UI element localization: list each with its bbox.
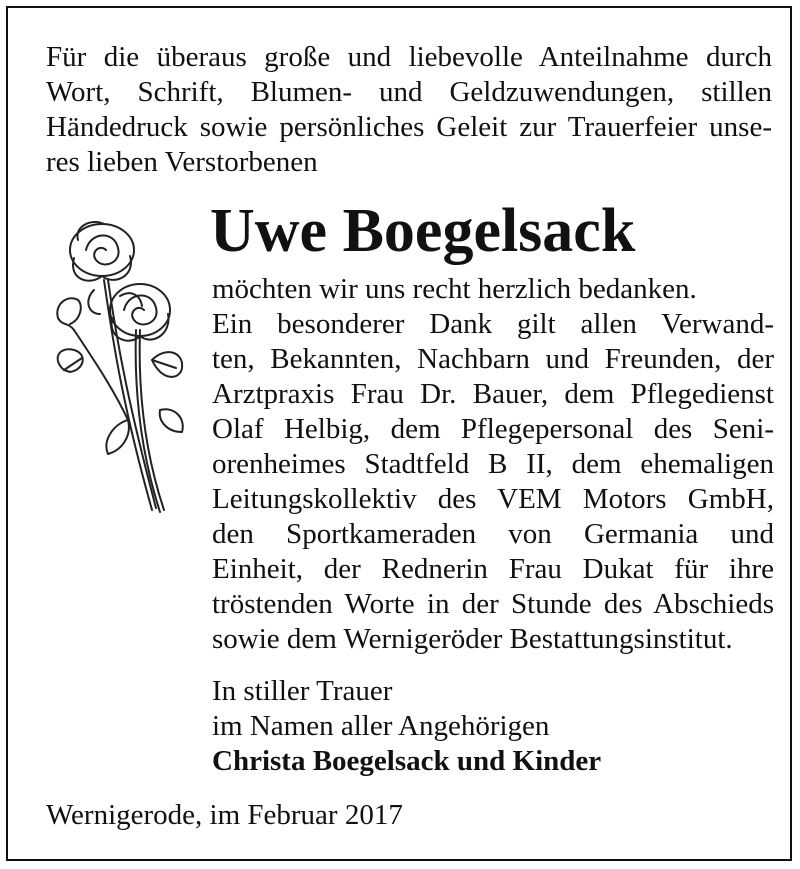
intro-line: Händedruck sowie persönliches Geleit zur Trauerfeier unse- bbox=[46, 111, 772, 143]
body-line: sowie dem Wernigeröder Bestattungsinstitut. bbox=[212, 623, 733, 655]
body-line: orenheimes Stadtfeld B II, dem ehemaligen bbox=[212, 448, 774, 480]
intro-line: Für die überaus große und liebevolle Anteilnahme durch bbox=[46, 41, 772, 73]
place-date: Wernigerode, im Februar 2017 bbox=[46, 799, 403, 831]
body-line: den Sportkameraden von Germania und bbox=[212, 518, 774, 550]
intro-line: Wort, Schrift, Blumen- und Geldzuwendungen, stillen bbox=[46, 76, 772, 108]
rose-icon bbox=[44, 210, 194, 522]
body-line: Ein besonderer Dank gilt allen Verwand- bbox=[212, 308, 774, 340]
signature: Christa Boegelsack und Kinder bbox=[212, 745, 602, 777]
closing-line: In stiller Trauer bbox=[212, 675, 393, 707]
body-line: ten, Bekannten, Nachbarn und Freunden, der bbox=[212, 343, 774, 375]
deceased-name: Uwe Boegelsack bbox=[210, 197, 636, 265]
closing-line: im Namen aller Angehörigen bbox=[212, 710, 550, 742]
obituary-notice bbox=[6, 6, 792, 861]
intro-line: res lieben Verstorbenen bbox=[46, 146, 318, 178]
body-line: möchten wir uns recht herzlich bedanken. bbox=[212, 273, 697, 305]
body-line: Arztpraxis Frau Dr. Bauer, dem Pflegedienst bbox=[212, 378, 774, 410]
body-line: Einheit, der Rednerin Frau Dukat für ihre bbox=[212, 553, 774, 585]
body-line: tröstenden Worte in der Stunde des Abschieds bbox=[212, 588, 774, 620]
body-line: Leitungskollektiv des VEM Motors GmbH, bbox=[212, 483, 774, 515]
body-line: Olaf Helbig, dem Pflegepersonal des Seni- bbox=[212, 413, 774, 445]
